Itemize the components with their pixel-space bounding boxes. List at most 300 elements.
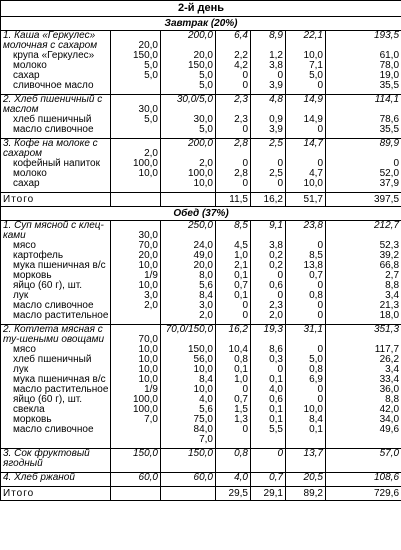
ingredient-value: 0,9 <box>269 114 283 125</box>
value-cell-4 <box>251 473 286 487</box>
ingredient-value: 100,0 <box>132 404 158 415</box>
ingredient-name: молоко <box>13 168 47 179</box>
ingredient-name: молоко <box>13 60 47 71</box>
ingredient-value: 2,0 <box>199 310 213 321</box>
ingredient-value: 150,0 <box>132 50 158 61</box>
value-cell-4 <box>251 449 286 473</box>
ingredient-value: 0 <box>277 178 283 189</box>
total-value-5: 51,7 <box>286 193 326 207</box>
value-cell-3 <box>216 31 251 95</box>
ingredient-name: морковь <box>13 414 52 425</box>
section-header-row <box>1 207 401 221</box>
dish-value: 212,7 <box>374 220 400 231</box>
ingredient-value: 39,2 <box>379 250 400 261</box>
value-cell-5 <box>286 449 326 473</box>
ingredient-value: 5,0 <box>199 70 213 81</box>
value-cell-5 <box>286 221 326 325</box>
total-value-2 <box>161 193 216 207</box>
ingredient-value: 30,0 <box>138 104 158 115</box>
dish-value: 20,5 <box>303 472 323 483</box>
ingredient-value: 0 <box>317 310 323 321</box>
ingredient-value: 26,2 <box>379 354 400 365</box>
ingredient-value: 0,1 <box>234 364 248 375</box>
ingredient-value: 49,6 <box>379 424 400 435</box>
total-row <box>1 193 401 207</box>
ingredient-value: 0 <box>317 80 323 91</box>
ingredient-value <box>253 435 283 445</box>
dish-name-cell <box>1 473 111 487</box>
ingredient-value: 0 <box>277 270 283 281</box>
ingredient-name: мясо <box>13 240 36 251</box>
ingredient-value: 5,0 <box>199 124 213 135</box>
ingredient-value: 20,0 <box>138 40 158 51</box>
dish-group <box>1 449 401 473</box>
ingredient-value: 3,9 <box>269 124 283 135</box>
dish-value: 30,0/5,0 <box>176 94 213 105</box>
ingredient-value: 0 <box>317 240 323 251</box>
ingredient-value: 52,3 <box>379 240 400 251</box>
ingredient-value: 20,0 <box>138 250 158 261</box>
dish-value: 4,0 <box>234 472 248 483</box>
ingredient-value: 75,0 <box>193 414 213 425</box>
dish-value: 250,0 <box>187 220 213 231</box>
value-cell-2 <box>161 325 216 449</box>
ingredient-name: сахар <box>13 70 40 81</box>
ingredient-name: сливочное масло <box>13 80 94 91</box>
ingredient-value: 4,0 <box>199 394 213 405</box>
dish-value: 14,7 <box>303 138 323 149</box>
dish-group <box>1 31 401 95</box>
ingredient-value: 42,0 <box>379 404 400 415</box>
ingredient-value: 10,0 <box>138 364 158 375</box>
total-value-6: 729,6 <box>326 487 401 501</box>
total-value-1 <box>111 193 161 207</box>
ingredient-value: 5,5 <box>269 424 283 435</box>
ingredient-value: 10,4 <box>228 344 248 355</box>
total-label: Итого <box>1 193 111 207</box>
ingredient-value: 0 <box>242 70 248 81</box>
day-title: 2-й день <box>1 1 401 17</box>
ingredient-value: 4,0 <box>269 384 283 395</box>
ingredient-name: масло растительное <box>13 310 109 321</box>
section-title: Обед (37%) <box>1 207 401 221</box>
ingredient-name: яйцо (60 г), шт. <box>13 280 82 291</box>
ingredient-value: 7,1 <box>309 60 323 71</box>
ingredient-value: 0 <box>317 384 323 395</box>
ingredient-value: 1,3 <box>234 414 248 425</box>
ingredient-value: 8,4 <box>309 414 323 425</box>
ingredient-name: масло сливочное <box>13 124 94 135</box>
dish-name-cell <box>1 31 111 95</box>
ingredient-value: 0 <box>242 384 248 395</box>
ingredient-value: 100,0 <box>132 394 158 405</box>
ingredient-value: 10,0 <box>303 50 323 61</box>
ingredient-value: 10,0 <box>193 384 213 395</box>
ingredient-value: 2,0 <box>144 300 158 311</box>
dish-value: 2,3 <box>234 94 248 105</box>
total-value-1 <box>111 487 161 501</box>
ingredient-value: 2,3 <box>269 300 283 311</box>
ingredient-value: 34,0 <box>379 414 400 425</box>
ingredient-value: 0 <box>317 300 323 311</box>
ingredient-value: 35,5 <box>379 80 400 91</box>
ingredient-value: 20,0 <box>193 50 213 61</box>
dish-value: 9,1 <box>269 220 283 231</box>
value-cell-5 <box>286 31 326 95</box>
ingredient-value: 1,0 <box>234 250 248 261</box>
value-cell-6 <box>326 95 401 139</box>
ingredient-value: 2,0 <box>144 148 158 159</box>
ingredient-name: хлеб пшеничный <box>13 114 92 125</box>
value-cell-1 <box>111 325 161 449</box>
dish-name: 4. Хлеб ржаной <box>3 472 75 483</box>
dish-group <box>1 325 401 449</box>
value-cell-5 <box>286 473 326 487</box>
value-cell-6 <box>326 325 401 449</box>
value-cell-4 <box>251 139 286 193</box>
ingredient-value: 0,8 <box>309 290 323 301</box>
ingredient-value: 2,0 <box>269 310 283 321</box>
total-label: Итого <box>1 487 111 501</box>
ingredient-value: 61,0 <box>379 50 400 61</box>
dish-name: 2. Котлета мясная с ту-шеными овощами <box>3 324 105 345</box>
ingredient-name: масло сливочное <box>13 424 94 435</box>
ingredient-value: 1,5 <box>234 404 248 415</box>
dish-value: 22,1 <box>303 30 323 41</box>
ingredient-value: 5,0 <box>144 114 158 125</box>
dish-name: 2. Хлеб пшеничный с маслом <box>3 94 103 115</box>
dish-name-cell <box>1 95 111 139</box>
ingredient-value: 3,8 <box>269 60 283 71</box>
value-cell-6 <box>326 139 401 193</box>
ingredient-value: 20,0 <box>193 260 213 271</box>
ingredient-value: 56,0 <box>193 354 213 365</box>
ingredient-value: 8,4 <box>199 374 213 385</box>
ingredient-value: 8,8 <box>385 280 400 291</box>
ingredient-value: 5,0 <box>199 80 213 91</box>
ingredient-value: 66,8 <box>379 260 400 271</box>
dish-value: 351,3 <box>374 324 400 335</box>
dish-value: 0,8 <box>234 448 248 459</box>
ingredient-value: 4,2 <box>234 60 248 71</box>
ingredient-value: 2,8 <box>234 168 248 179</box>
ingredient-value: 0 <box>277 364 283 375</box>
ingredient-value: 8,4 <box>199 290 213 301</box>
ingredient-value: 0 <box>242 124 248 135</box>
dish-name-cell <box>1 139 111 193</box>
ingredient-value: 150,0 <box>187 60 213 71</box>
ingredient-value: 2,1 <box>234 260 248 271</box>
ingredient-value: 3,0 <box>199 300 213 311</box>
ingredient-value <box>288 435 323 445</box>
ingredient-value: 30,0 <box>193 114 213 125</box>
ingredient-name: масло растительное <box>13 384 109 395</box>
ingredient-value: 0 <box>277 70 283 81</box>
ingredient-value: 5,6 <box>199 280 213 291</box>
total-value-3: 11,5 <box>216 193 251 207</box>
value-cell-3 <box>216 139 251 193</box>
ingredient-value: 10,0 <box>138 374 158 385</box>
value-cell-1 <box>111 95 161 139</box>
ingredient-value: 0 <box>317 344 323 355</box>
value-cell-1 <box>111 139 161 193</box>
value-cell-3 <box>216 221 251 325</box>
dish-value: 150,0 <box>187 448 213 459</box>
ingredient-value: 0 <box>317 124 323 135</box>
dish-value: 200,0 <box>187 138 213 149</box>
value-cell-6 <box>326 449 401 473</box>
dish-name-cell <box>1 325 111 449</box>
ingredient-value: 24,0 <box>193 240 213 251</box>
dish-group <box>1 473 401 487</box>
ingredient-value: 0,1 <box>309 424 323 435</box>
ingredient-value: 0,8 <box>309 364 323 375</box>
dish-value: 60,0 <box>193 472 213 483</box>
ingredient-value: 0 <box>317 280 323 291</box>
total-value-5: 89,2 <box>286 487 326 501</box>
ingredient-value: 7,0 <box>199 434 213 445</box>
ingredient-value: 0 <box>393 158 400 169</box>
ingredient-value: 0,1 <box>269 404 283 415</box>
ingredient-value: 4,7 <box>309 168 323 179</box>
dish-value: 14,9 <box>303 94 323 105</box>
ingredient-value: 0 <box>242 424 248 435</box>
ingredient-value: 2,3 <box>234 114 248 125</box>
value-cell-2 <box>161 449 216 473</box>
dish-name: 3. Сок фруктовый ягодный <box>3 448 90 469</box>
dish-value: 0 <box>277 448 283 459</box>
dish-value: 70,0/150,0 <box>165 324 213 335</box>
ingredient-value: 18,0 <box>379 310 400 321</box>
dish-name: 1. Каша «Геркулес» молочная с сахаром <box>3 30 98 51</box>
value-cell-3 <box>216 473 251 487</box>
dish-value: 16,2 <box>228 324 248 335</box>
ingredient-value: 4,5 <box>234 240 248 251</box>
ingredient-value: 33,4 <box>379 374 400 385</box>
ingredient-value: 10,0 <box>303 404 323 415</box>
ingredient-name: яйцо (60 г), шт. <box>13 394 82 405</box>
ingredient-value: 0,1 <box>234 270 248 281</box>
ingredient-value: 21,3 <box>379 300 400 311</box>
ingredient-value: 0,2 <box>269 250 283 261</box>
ingredient-value: 117,7 <box>374 344 400 355</box>
ingredient-value: 0 <box>277 290 283 301</box>
ingredient-value: 8,5 <box>309 250 323 261</box>
ingredient-value: 7,0 <box>144 414 158 425</box>
dish-value: 23,8 <box>303 220 323 231</box>
ingredient-value: 2,5 <box>269 168 283 179</box>
ingredient-value: 19,0 <box>379 70 400 81</box>
ingredient-value: 1,2 <box>269 50 283 61</box>
day-title-row <box>1 1 401 17</box>
ingredient-value: 78,6 <box>379 114 400 125</box>
ingredient-value: 0,1 <box>269 374 283 385</box>
dish-value: 0,7 <box>269 472 283 483</box>
dish-name: 3. Кофе на молоке с сахаром <box>3 138 98 159</box>
ingredient-value: 0,1 <box>269 414 283 425</box>
value-cell-4 <box>251 31 286 95</box>
value-cell-6 <box>326 473 401 487</box>
total-value-2 <box>161 487 216 501</box>
ingredient-value: 0,7 <box>309 270 323 281</box>
value-cell-2 <box>161 221 216 325</box>
value-cell-4 <box>251 221 286 325</box>
ingredient-value: 0,2 <box>269 260 283 271</box>
ingredient-value: 0,6 <box>269 280 283 291</box>
ingredient-value: 84,0 <box>193 424 213 435</box>
ingredient-name: лук <box>13 290 29 301</box>
ingredient-value: 5,0 <box>144 60 158 71</box>
ingredient-value: 0,3 <box>269 354 283 365</box>
ingredient-value: 1/9 <box>144 384 158 395</box>
ingredient-value: 8,0 <box>199 270 213 281</box>
ingredient-value: 2,0 <box>199 158 213 169</box>
value-cell-4 <box>251 325 286 449</box>
dish-value: 57,0 <box>379 448 400 459</box>
ingredient-value: 100,0 <box>187 168 213 179</box>
ingredient-value: 6,9 <box>309 374 323 385</box>
ingredient-value: 10,0 <box>138 354 158 365</box>
ingredient-value: 10,0 <box>138 280 158 291</box>
ingredient-value <box>218 435 248 445</box>
dish-name-cell <box>1 221 111 325</box>
ingredient-value: 30,0 <box>138 230 158 241</box>
ingredient-value: 0,7 <box>234 280 248 291</box>
ingredient-value: 5,0 <box>309 70 323 81</box>
total-value-6: 397,5 <box>326 193 401 207</box>
ingredient-value: 0 <box>242 80 248 91</box>
ingredient-name: мука пшеничная в/с <box>13 374 106 385</box>
ingredient-value: 3,8 <box>269 240 283 251</box>
total-value-4: 29,1 <box>251 487 286 501</box>
ingredient-value: 3,4 <box>385 290 400 301</box>
value-cell-4 <box>251 95 286 139</box>
section-title: Завтрак (20%) <box>1 17 401 31</box>
value-cell-1 <box>111 221 161 325</box>
ingredient-value <box>113 425 158 435</box>
ingredient-value: 2,2 <box>234 50 248 61</box>
ingredient-value: 0 <box>317 394 323 405</box>
total-value-3: 29,5 <box>216 487 251 501</box>
ingredient-value: 0 <box>242 300 248 311</box>
value-cell-6 <box>326 31 401 95</box>
ingredient-name: кофейный напиток <box>13 158 100 169</box>
ingredient-value: 3,0 <box>144 290 158 301</box>
ingredient-value: 150,0 <box>187 344 213 355</box>
ingredient-value: 3,9 <box>269 80 283 91</box>
ingredient-name: масло сливочное <box>13 300 94 311</box>
ingredient-value: 0,1 <box>234 290 248 301</box>
ingredient-value: 3,4 <box>385 364 400 375</box>
ingredient-value: 10,0 <box>193 364 213 375</box>
ingredient-value: 0,8 <box>234 354 248 365</box>
dish-value: 89,9 <box>379 138 400 149</box>
ingredient-value: 0,6 <box>269 394 283 405</box>
dish-value: 19,3 <box>263 324 283 335</box>
ingredient-value: 70,0 <box>138 334 158 345</box>
ingredient-name: картофель <box>13 250 64 261</box>
dish-name: 1. Суп мясной с клец-ками <box>3 220 104 241</box>
dish-group <box>1 95 401 139</box>
dish-value: 4,8 <box>269 94 283 105</box>
dish-value: 31,1 <box>303 324 323 335</box>
dish-value: 60,0 <box>138 472 158 483</box>
ingredient-value: 70,0 <box>138 240 158 251</box>
ingredient-value: 0 <box>242 178 248 189</box>
value-cell-1 <box>111 473 161 487</box>
ingredient-value: 1,0 <box>234 374 248 385</box>
dish-value: 193,5 <box>374 30 400 41</box>
ingredient-value: 5,0 <box>309 354 323 365</box>
dish-value: 150,0 <box>132 448 158 459</box>
dish-value: 13,7 <box>303 448 323 459</box>
ingredient-value: 14,9 <box>303 114 323 125</box>
ingredient-value: 0 <box>242 158 248 169</box>
value-cell-6 <box>326 221 401 325</box>
dish-group <box>1 139 401 193</box>
ingredient-value: 10,0 <box>303 178 323 189</box>
ingredient-value: 36,0 <box>379 384 400 395</box>
value-cell-1 <box>111 449 161 473</box>
ingredient-name: свекла <box>13 404 45 415</box>
ingredient-value: 10,0 <box>193 178 213 189</box>
ingredient-value: 5,6 <box>199 404 213 415</box>
value-cell-5 <box>286 95 326 139</box>
value-cell-2 <box>161 473 216 487</box>
value-cell-2 <box>161 139 216 193</box>
ingredient-name: сахар <box>13 178 40 189</box>
ingredient-value: 49,0 <box>193 250 213 261</box>
ingredient-value: 52,0 <box>379 168 400 179</box>
ingredient-value: 10,0 <box>138 260 158 271</box>
dish-value: 6,4 <box>234 30 248 41</box>
dish-value: 114,1 <box>374 94 400 105</box>
ingredient-value: 10,0 <box>138 344 158 355</box>
ingredient-name: хлеб пшеничный <box>13 354 92 365</box>
dish-group <box>1 221 401 325</box>
dish-value: 200,0 <box>187 30 213 41</box>
ingredient-value: 0 <box>242 310 248 321</box>
value-cell-2 <box>161 31 216 95</box>
ingredient-value: 13,8 <box>303 260 323 271</box>
value-cell-3 <box>216 449 251 473</box>
ingredient-value: 8,6 <box>269 344 283 355</box>
ingredient-name: лук <box>13 364 29 375</box>
ingredient-value: 0 <box>277 158 283 169</box>
total-value-4: 16,2 <box>251 193 286 207</box>
dish-value: 8,9 <box>269 30 283 41</box>
value-cell-5 <box>286 325 326 449</box>
ingredient-value: 0 <box>317 158 323 169</box>
dish-value: 8,5 <box>234 220 248 231</box>
ingredient-value: 100,0 <box>132 158 158 169</box>
value-cell-5 <box>286 139 326 193</box>
dish-value: 108,6 <box>374 472 400 483</box>
ingredient-name: мясо <box>13 344 36 355</box>
ingredient-value: 8,8 <box>385 394 400 405</box>
ingredient-value: 78,0 <box>379 60 400 71</box>
value-cell-3 <box>216 325 251 449</box>
ingredient-name: морковь <box>13 270 52 281</box>
ingredient-value: 0,7 <box>234 394 248 405</box>
ingredient-value: 1/9 <box>144 270 158 281</box>
section-header-row <box>1 17 401 31</box>
ingredient-name: крупа «Геркулес» <box>13 50 95 61</box>
ingredient-value: 37,9 <box>379 178 400 189</box>
ingredient-value: 5,0 <box>144 70 158 81</box>
ingredient-value: 2,7 <box>385 270 400 281</box>
dish-value: 2,5 <box>269 138 283 149</box>
